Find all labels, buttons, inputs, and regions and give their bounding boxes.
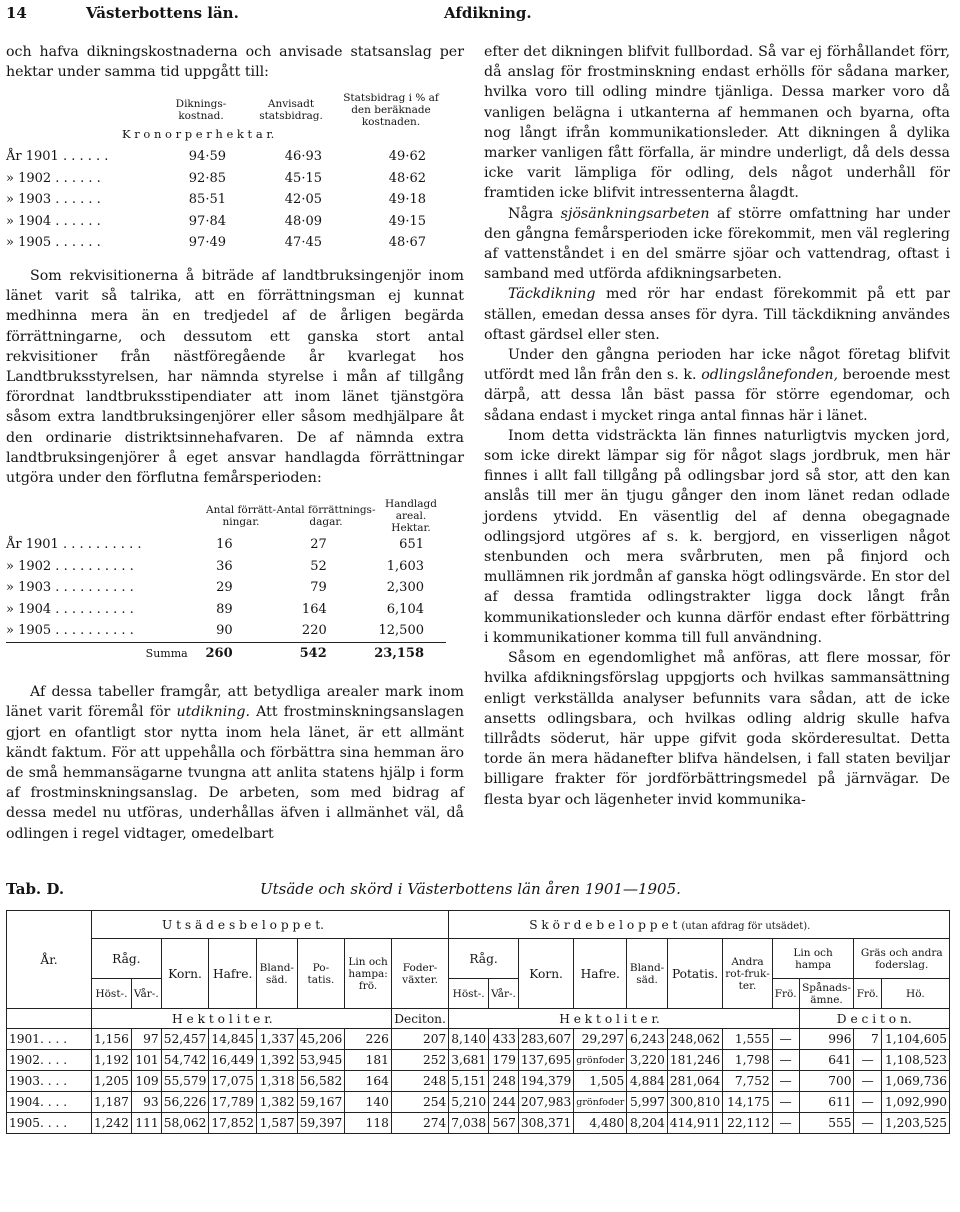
days-cell: 79 xyxy=(310,580,327,596)
value-cell: 4,480 xyxy=(574,1113,627,1134)
page-number: 14 xyxy=(6,4,27,22)
sum-cell: 260 xyxy=(205,645,233,661)
value-cell: 55,579 xyxy=(161,1071,209,1092)
table-title: Utsäde och skörd i Västerbottens län åren 1901—1905. xyxy=(260,880,681,898)
left-column xyxy=(6,42,464,844)
table-row xyxy=(6,146,446,168)
value-cell: 641 xyxy=(799,1050,854,1071)
value-cell: 140 xyxy=(345,1092,392,1113)
value-cell: 7 xyxy=(854,1029,881,1050)
grant-cell: 47·45 xyxy=(284,235,322,251)
value-cell: 14,845 xyxy=(209,1029,257,1050)
count-cell: 90 xyxy=(216,623,233,639)
value-cell: 6,243 xyxy=(627,1029,668,1050)
year-cell: År 1901 . . . . . . xyxy=(6,149,109,165)
table-row xyxy=(6,211,446,233)
paragraph xyxy=(484,284,950,345)
table-header: Anvisadt statsbidrag. xyxy=(259,98,323,123)
year-cell: » 1904 . . . . . . xyxy=(6,213,101,229)
value-cell: 207,983 xyxy=(518,1092,573,1113)
value-cell: 1,203,525 xyxy=(881,1113,949,1134)
header-left-title: Västerbottens län. xyxy=(86,4,239,22)
value-cell: 611 xyxy=(799,1092,854,1113)
pct-cell: 48·62 xyxy=(388,170,426,186)
col-header-fro: Frö. xyxy=(854,979,881,1009)
value-cell: 244 xyxy=(489,1092,519,1113)
table-row xyxy=(6,232,446,254)
col-header-rag: Råg. xyxy=(449,939,519,979)
value-cell: 1,108,523 xyxy=(881,1050,949,1071)
table-header: Diknings-kostnad. xyxy=(175,98,227,123)
col-header-host: Höst-. xyxy=(92,979,132,1009)
text-run: Några xyxy=(508,205,561,222)
col-header-lin: Lin och hampa: frö. xyxy=(345,939,392,1009)
text-run: Under den gångna perioden har icke något företag blifvit utfördt med lån från den s. k. xyxy=(484,347,950,384)
col-header-var: Vår-. xyxy=(489,979,519,1009)
area-cell: 1,603 xyxy=(386,558,424,574)
value-cell: 14,175 xyxy=(723,1092,773,1113)
cost-cell: 97·49 xyxy=(188,235,226,251)
value-cell: 308,371 xyxy=(518,1113,573,1134)
count-cell: 16 xyxy=(216,537,233,553)
days-cell: 27 xyxy=(310,537,327,553)
area-cell: 651 xyxy=(399,537,424,553)
sum-cell: 23,158 xyxy=(374,645,424,661)
text-run: med rör har endast förekommit på ett par ställen, emedan dessa anses för dyra. Till täckdikning användes oftast gärdsel eller sten. xyxy=(484,286,950,343)
table-row xyxy=(7,1029,950,1050)
year-cell: » 1903 . . . . . . xyxy=(6,192,101,208)
value-cell: 97 xyxy=(131,1029,161,1050)
value-cell: 59,167 xyxy=(297,1092,345,1113)
value-cell: 181,246 xyxy=(667,1050,722,1071)
value-cell: 283,607 xyxy=(518,1029,573,1050)
value-cell: 29,297 xyxy=(574,1029,627,1050)
table-row xyxy=(6,189,446,211)
value-cell: grönfoder xyxy=(574,1050,627,1071)
value-cell: 8,204 xyxy=(627,1113,668,1134)
table-row xyxy=(6,620,446,642)
value-cell: 54,742 xyxy=(161,1050,209,1071)
year-cell: År 1901 . . . . . . . . . . xyxy=(6,537,142,553)
value-cell: 281,064 xyxy=(667,1071,722,1092)
table-row xyxy=(7,1050,950,1071)
value-cell: 1,587 xyxy=(257,1113,298,1134)
value-cell: 3,220 xyxy=(627,1050,668,1071)
year-cell: » 1904 . . . . . . . . . . xyxy=(6,601,134,617)
sum-label: Summa xyxy=(145,646,188,660)
text-run: beroende mest därpå, att dessa lån bäst passa för större egendomar, och sådana endast i mycket ringa antal finnas här i länet. xyxy=(484,367,950,424)
value-cell: 1,798 xyxy=(723,1050,773,1071)
col-header-var: Vår-. xyxy=(131,979,161,1009)
value-cell: 16,449 xyxy=(209,1050,257,1071)
days-cell: 52 xyxy=(310,558,327,574)
value-cell: 137,695 xyxy=(518,1050,573,1071)
grant-cell: 46·93 xyxy=(284,149,322,165)
table-label: Tab. D. xyxy=(6,880,65,898)
value-cell: 179 xyxy=(489,1050,519,1071)
pct-cell: 49·62 xyxy=(388,149,426,165)
right-column xyxy=(484,42,950,810)
table-row xyxy=(6,577,446,599)
paragraph: och hafva dikningskostnaderna och anvisade statsanslag per hektar under samma tid uppgått till: xyxy=(6,44,464,81)
value-cell: 181 xyxy=(345,1050,392,1071)
table-header: Antal förrätt-ningar. xyxy=(206,504,277,529)
col-header-potatis: Potatis. xyxy=(667,939,722,1009)
value-cell: 194,379 xyxy=(518,1071,573,1092)
dikning-cost-table xyxy=(6,92,446,140)
paragraph xyxy=(484,204,950,285)
col-header-hafre: Hafre. xyxy=(574,939,627,1009)
col-header-andra: Andra rot-fruk-ter. xyxy=(723,939,773,1009)
value-cell: 5,997 xyxy=(627,1092,668,1113)
value-cell: 164 xyxy=(345,1071,392,1092)
value-cell: 101 xyxy=(131,1050,161,1071)
tab-d-table xyxy=(6,910,950,1134)
area-cell: 6,104 xyxy=(386,601,424,617)
unit-hektoliter: H e k t o l i t e r. xyxy=(92,1009,392,1029)
value-cell: 254 xyxy=(391,1092,448,1113)
value-cell: 56,582 xyxy=(297,1071,345,1092)
header-center-title: Afdikning. xyxy=(444,4,532,22)
value-cell: — xyxy=(772,1029,799,1050)
col-header-bland: Bland-säd. xyxy=(257,939,298,1009)
value-cell: 8,140 xyxy=(449,1029,489,1050)
value-cell: 248 xyxy=(391,1071,448,1092)
value-cell: 52,457 xyxy=(161,1029,209,1050)
year-cell: » 1902 . . . . . . . . . . xyxy=(6,558,134,574)
value-cell: 17,789 xyxy=(209,1092,257,1113)
col-header-lin: Lin och hampa xyxy=(772,939,854,979)
value-cell: 1,555 xyxy=(723,1029,773,1050)
value-cell: 4,884 xyxy=(627,1071,668,1092)
value-cell: 300,810 xyxy=(667,1092,722,1113)
value-cell: 248 xyxy=(489,1071,519,1092)
value-cell: grönfoder xyxy=(574,1092,627,1113)
table-row xyxy=(6,556,446,578)
unit-hektoliter: H e k t o l i t e r. xyxy=(449,1009,799,1029)
paragraph: Inom detta vidsträckta län finnes naturligtvis mycken jord, som icke direkt lämpar sig för något slags jordbruk, men här finnes i allt fall tillgång på odlingsbar jord så stor, att den kan anslås till mer än tjugu gånger den inom länet redan odlade jordens ytvidd. En väsentlig del af denna obegagnade odlingsjord utgöres af s. k. bergjord, en visserligen något stenbunden och mera svårbruten, men på finjord och mullämnen rik jordmån af ganska högt odlingsvärde. En stor del af dessa framtida odlingstrakter ligga dock långt från kommunikationsleder och kunna därför endast efter förbättring i kommunikationer komma till full användning. xyxy=(484,427,950,646)
forrattning-table xyxy=(6,498,446,534)
year-cell: » 1905 . . . . . . xyxy=(6,235,101,251)
grant-cell: 42·05 xyxy=(284,192,322,208)
value-cell: 1,156 xyxy=(92,1029,132,1050)
value-cell: 1,104,605 xyxy=(881,1029,949,1050)
year-cell: 1902. . . . xyxy=(7,1050,92,1071)
cost-cell: 92·85 xyxy=(188,170,226,186)
value-cell: — xyxy=(854,1092,881,1113)
text-run: Att frostminskningsanslagen gjort en ofantligt stor nytta inom hela länet, är ett allmänt kändt faktum. För att uppehålla och förbättra sina hemman äro de små hemmansägarne tvungna att anlita statens hjälp i form af frostminskningsanslag. De arbeten, som med bidrag af dessa medel nu utföras, underhållas äfven i allmänhet väl, då odlingen i regel vidtager, omedelbart xyxy=(6,704,464,842)
year-cell: » 1903 . . . . . . . . . . xyxy=(6,580,134,596)
italic-term: Täckdikning xyxy=(508,286,596,303)
value-cell: 1,392 xyxy=(257,1050,298,1071)
table-row xyxy=(7,1071,950,1092)
cost-cell: 94·59 xyxy=(188,149,226,165)
count-cell: 29 xyxy=(216,580,233,596)
year-cell: 1904. . . . xyxy=(7,1092,92,1113)
value-cell: 248,062 xyxy=(667,1029,722,1050)
count-cell: 89 xyxy=(216,601,233,617)
col-header-potatis: Po-tatis. xyxy=(297,939,345,1009)
col-header-hafre: Hafre. xyxy=(209,939,257,1009)
count-cell: 36 xyxy=(216,558,233,574)
value-cell: 45,206 xyxy=(297,1029,345,1050)
table-header: Antal förrättnings-dagar. xyxy=(276,504,376,529)
col-header-ho: Hö. xyxy=(881,979,949,1009)
year-cell: 1903. . . . xyxy=(7,1071,92,1092)
table-header: Statsbidrag i % af den beräknade kostnaden. xyxy=(343,92,439,129)
value-cell: 53,945 xyxy=(297,1050,345,1071)
value-cell: 226 xyxy=(345,1029,392,1050)
col-header-spanad: Spånads-ämne. xyxy=(799,979,854,1009)
area-cell: 12,500 xyxy=(378,623,424,639)
value-cell: 1,205 xyxy=(92,1071,132,1092)
value-cell: 5,210 xyxy=(449,1092,489,1113)
pct-cell: 48·67 xyxy=(388,235,426,251)
value-cell: 7,038 xyxy=(449,1113,489,1134)
area-cell: 2,300 xyxy=(386,580,424,596)
col-header-rag: Råg. xyxy=(92,939,162,979)
table-row xyxy=(7,1092,950,1113)
value-cell: 7,752 xyxy=(723,1071,773,1092)
value-cell: — xyxy=(772,1050,799,1071)
unit-row: K r o n o r p e r h e k t a r. xyxy=(122,127,275,142)
group-label: S k ö r d e b e l o p p e t xyxy=(529,917,678,932)
col-header-gras: Gräs och andra foderslag. xyxy=(854,939,950,979)
text-run: Af dessa tabeller framgår, att betydliga arealer mark inom länet varit föremål för xyxy=(6,684,464,721)
sum-cell: 542 xyxy=(299,645,327,661)
value-cell: 1,192 xyxy=(92,1050,132,1071)
value-cell: — xyxy=(854,1071,881,1092)
value-cell: 1,092,990 xyxy=(881,1092,949,1113)
italic-term: utdikning. xyxy=(176,704,250,721)
value-cell: 58,062 xyxy=(161,1113,209,1134)
paragraph: efter det dikningen blifvit fullbordad. Så var ej förhållandet förr, då anslag för frostminskning endast erhölls för sådana marker, hvilka voro till odling mindre tjänliga. Dessa marker voro då vanligen belägna i utkanterna af hemmanen och byarna, ofta nog långt ifrån kommunikationsleder. Att dikningen å dylika marker vanligen fått förfalla, är mindre underligt, då dels dessa icke varit lämpliga för odling, dels något underhåll för framtiden icke blifvit intressenterna ålagdt. xyxy=(484,44,950,202)
value-cell: 1,318 xyxy=(257,1071,298,1092)
days-cell: 164 xyxy=(301,601,327,617)
value-cell: — xyxy=(772,1071,799,1092)
italic-term: sjösänkningsarbeten xyxy=(560,205,710,222)
col-header-korn: Korn. xyxy=(518,939,573,1009)
value-cell: 17,852 xyxy=(209,1113,257,1134)
pct-cell: 49·15 xyxy=(388,213,426,229)
paragraph xyxy=(484,345,950,426)
value-cell: 1,242 xyxy=(92,1113,132,1134)
value-cell: 700 xyxy=(799,1071,854,1092)
group-header-utsade: U t s ä d e s b e l o p p e t. xyxy=(92,911,449,939)
group-note: (utan afdrag för utsädet). xyxy=(681,920,811,932)
paragraph xyxy=(6,682,464,844)
value-cell: 1,505 xyxy=(574,1071,627,1092)
col-header-host: Höst-. xyxy=(449,979,489,1009)
cost-cell: 85·51 xyxy=(188,192,226,208)
tab-d-heading xyxy=(6,880,946,898)
value-cell: — xyxy=(772,1092,799,1113)
forrattning-rows xyxy=(6,534,446,664)
value-cell: 3,681 xyxy=(449,1050,489,1071)
days-cell: 220 xyxy=(301,623,327,639)
paragraph: Såsom en egendomlighet må anföras, att flere mossar, för hvilka afdikningsförslag uppgjorts och hvilkas sammansättning enligt verkställda analyser befunnits vara sådan, att de icke ansetts odlingsbara, och hvilkas odling aldrig skulle hafva tillrådts söderut, här uppe gifvit goda skörderesultat. Detta torde än mera hädanefter blifva händelsen, i fall staten beviljar billigare frakter för jordförbättringsmedel på järnvägar. De flesta byar och lägenheter invid kommunika- xyxy=(484,650,950,808)
table-row xyxy=(7,1113,950,1134)
value-cell: 17,075 xyxy=(209,1071,257,1092)
value-cell: 567 xyxy=(489,1113,519,1134)
year-cell: 1905. . . . xyxy=(7,1113,92,1134)
grant-cell: 45·15 xyxy=(284,170,322,186)
value-cell: — xyxy=(854,1113,881,1134)
value-cell: 22,112 xyxy=(723,1113,773,1134)
table-header: Handlagd areal. Hektar. xyxy=(385,498,437,535)
page-header xyxy=(0,4,960,30)
value-cell: 433 xyxy=(489,1029,519,1050)
year-cell: » 1905 . . . . . . . . . . xyxy=(6,623,134,639)
value-cell: 207 xyxy=(391,1029,448,1050)
value-cell: 93 xyxy=(131,1092,161,1113)
grant-cell: 48·09 xyxy=(284,213,322,229)
value-cell: 252 xyxy=(391,1050,448,1071)
value-cell: 555 xyxy=(799,1113,854,1134)
value-cell: 56,226 xyxy=(161,1092,209,1113)
cost-cell: 97·84 xyxy=(188,213,226,229)
value-cell: 414,911 xyxy=(667,1113,722,1134)
dikning-cost-rows xyxy=(6,146,446,254)
italic-term: odlingslånefonden, xyxy=(701,367,838,384)
value-cell: 59,397 xyxy=(297,1113,345,1134)
text-run: af större omfattning har under den gångna femårsperioden icke förekommit, men väl reglering af vattenståndet i en del smärre sjöar och vattendrag, oftast i samband med utförda afdikningsarbeten. xyxy=(484,205,950,283)
value-cell: 1,187 xyxy=(92,1092,132,1113)
paragraph: Som rekvisitionerna å biträde af landtbruksingenjör inom länet varit så talrika, att en förrättningsman ej kunnat medhinna mera än en tredjedel af de årligen begärda förrättningarne, och dessutom ett ganska stort antal rekvisitioner från nästföregående år kvarlegat hos Landtbruksstyrelsen, har nämnda styrelse i mån af tillgång förordnat landtbruksstipendiater att inom länet tjänstgöra såsom extra landtbruksingenjörer eller såsom medhjälpare åt den ordinarie distriktsinnehafvaren. De af nämnda extra landtbruksingenjörer å eget ansvar handlagda förrättningar utgöra under den förflutna femårsperioden: xyxy=(6,267,464,486)
value-cell: 118 xyxy=(345,1113,392,1134)
table-row xyxy=(6,534,446,556)
value-cell: — xyxy=(772,1113,799,1134)
value-cell: 111 xyxy=(131,1113,161,1134)
value-cell: 5,151 xyxy=(449,1071,489,1092)
value-cell: 1,337 xyxy=(257,1029,298,1050)
col-header-ar: År. xyxy=(7,911,92,1009)
unit-deciton: Deciton. xyxy=(391,1009,448,1029)
col-header-fro: Frö. xyxy=(772,979,799,1009)
pct-cell: 49·18 xyxy=(388,192,426,208)
year-cell: » 1902 . . . . . . xyxy=(6,170,101,186)
value-cell: 109 xyxy=(131,1071,161,1092)
year-cell: 1901. . . . xyxy=(7,1029,92,1050)
table-row xyxy=(6,168,446,190)
col-header-bland: Bland-säd. xyxy=(627,939,668,1009)
col-header-korn: Korn. xyxy=(161,939,209,1009)
value-cell: 274 xyxy=(391,1113,448,1134)
table-row xyxy=(6,599,446,621)
sum-row xyxy=(6,642,446,664)
value-cell: — xyxy=(854,1050,881,1071)
unit-deciton: D e c i t o n. xyxy=(799,1009,949,1029)
col-header-foder: Foder-växter. xyxy=(391,939,448,1009)
value-cell: 1,382 xyxy=(257,1092,298,1113)
group-header-skord xyxy=(449,911,950,939)
value-cell: 1,069,736 xyxy=(881,1071,949,1092)
value-cell: 996 xyxy=(799,1029,854,1050)
tab-d-body xyxy=(7,1029,950,1134)
